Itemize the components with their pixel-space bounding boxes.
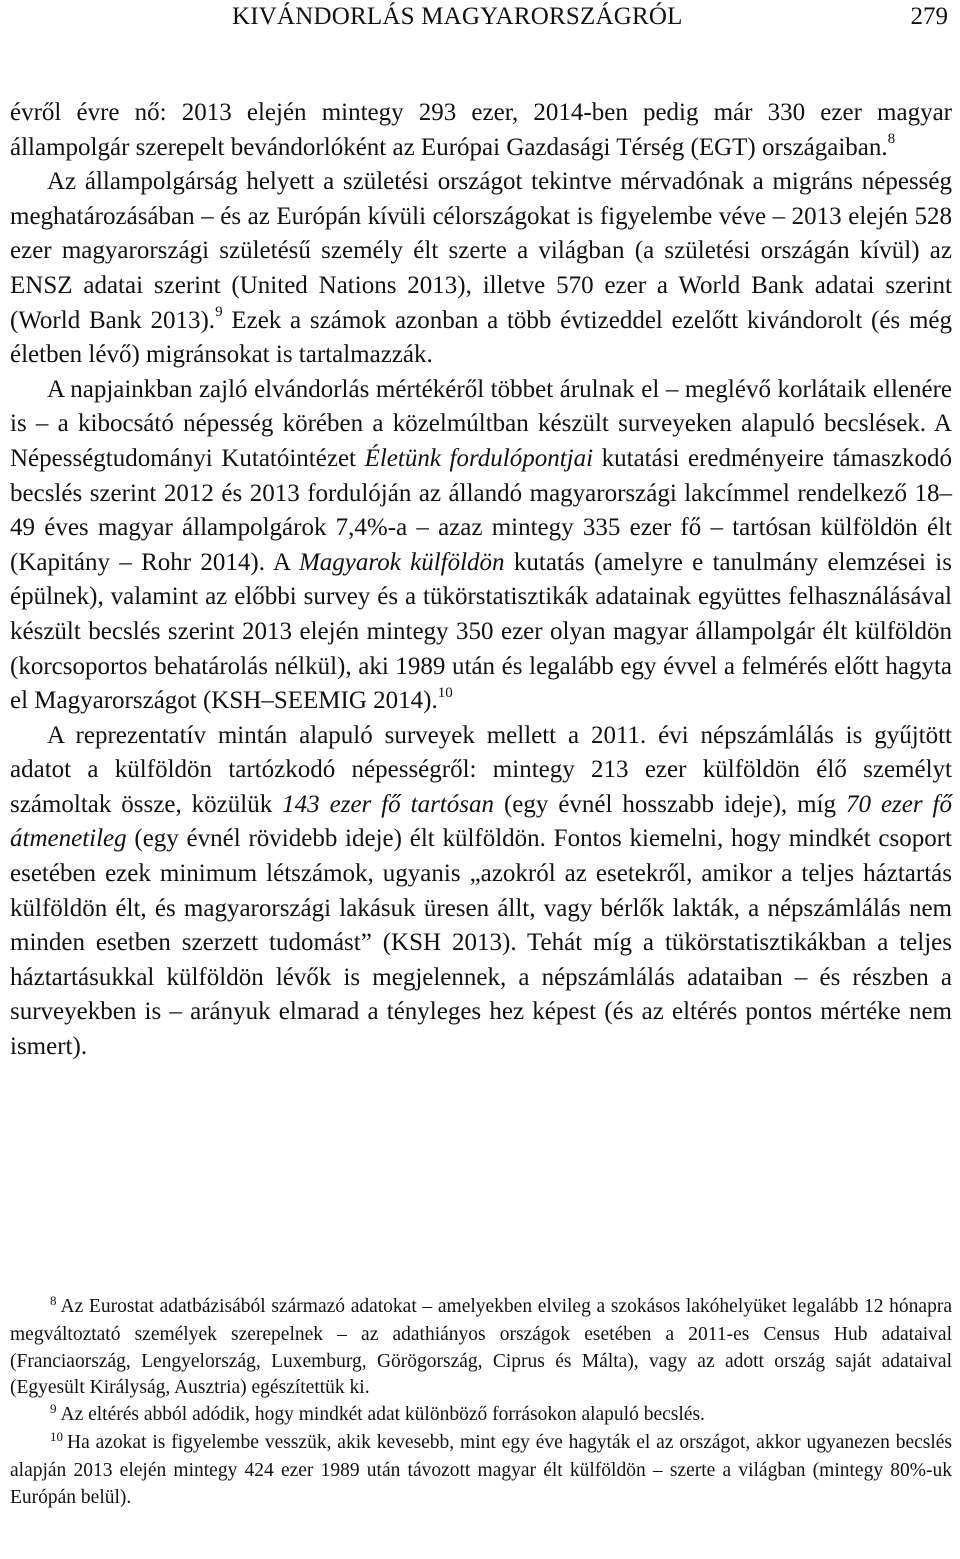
footnote-8 (10, 1294, 952, 1402)
footnote-text: Az eltérés abból adódik, hogy mindkét adat különböző forrásokon alapuló becslés. (60, 1404, 705, 1426)
paragraph-4-text-b: (egy évnél hosszabb ideje), míg (493, 790, 846, 818)
footnote-number: 9 (50, 1401, 57, 1417)
page-number: 279 (910, 3, 948, 30)
footnotes (10, 1294, 952, 1511)
paragraph-2-text-a: Az állampolgárság helyett a születési országot tekintve mérvadónak a migráns népesség meghatározásában – és az Európán kívüli célországokat is figyelembe véve – 2013 elején 528 ezer magyarországi születésű személy élt szerte a világban (a születési országán kívül) az ENSZ adatai szerint (United Nations 2013), illetve 570 ezer a World Bank adatai szerint (World Bank 2013). (10, 168, 952, 334)
paragraph-3-text-b: kutatási eredményeire támaszkodó becslés szerint 2012 és 2013 fordulóján az állandó magyarországi lakcímmel rendelkező 18–49 éves magyar állampolgárok 7,4%-a – azaz mintegy 335 ezer fő – tartósan külföldön élt (Kapitány – Rohr 2014). A (10, 444, 952, 576)
paragraph-2-text-b: Ezek a számok azonban a több évtizeddel ezelőtt kivándorolt (és még életben lévő) migránsokat is tartalmazzák. (10, 306, 952, 369)
footnote-number: 10 (50, 1428, 63, 1444)
paragraph-4-text-a: A reprezentatív mintán alapuló surveyek mellett a 2011. évi népszámlálás is gyűjtött adatot a külföldön tartózkodó népességről: mintegy 213 ezer külföldön élő személyt számoltak össze, közülük (10, 721, 952, 818)
footnote-10 (10, 1430, 952, 1511)
footnote-text: Ha azokat is figyelembe vesszük, akik kevesebb, mint egy éve hagyták el az országot, akkor ugyanezen becslés alapján 2013 elején mintegy 424 ezer 1989 után távozott magyar élt külföldön – szerte a világban (mintegy 80%-uk Európán belül). (10, 1431, 952, 1508)
paragraph-2 (10, 165, 952, 373)
emphasis-long-term: 143 ezer fő tartósan (282, 790, 494, 818)
paragraph-3 (10, 373, 952, 719)
paragraph-4 (10, 719, 952, 1065)
footnote-ref-8[interactable]: 8 (887, 131, 896, 148)
main-text (10, 96, 952, 1065)
paragraph-4-text-c: (egy évnél rövidebb ideje) élt külföldön. Fontos kiemelni, hogy mindkét csoport esetében ezek minimum létszámok, ugyanis „azokról az esetekről, amikor a teljes háztartás külföldön élt, és magyarországi lakásuk üresen állt, vagy bérlők lakták, a népszámlálás nem minden esetben szerzett tudomást” (KSH 2013). Tehát míg a tükörstatisztikákban a teljes háztartásukkal külföldön lévők is megjelennek, a népszámlálás adataiban – és részben a surveyekben is – arányuk elmarad a tényleges hez képest (és az eltérés pontos mértéke nem ismert). (10, 825, 952, 1061)
survey-title-magyarok: Magyarok külföldön (298, 548, 505, 576)
running-header (0, 0, 960, 40)
footnote-text: Az Eurostat adatbázisából származó adatokat – amelyekben elvileg a szokásos lakóhelyüket legalább 12 hónapra megváltoztató személyek szerepelnek – az adathiányos országok esetében a 2011-es Census Hub adataival (Franciaország, Lengyelország, Luxemburg, Görögország, Ciprus és Málta), vagy az adott ország saját adataival (Egyesült Királyság, Ausztria) egészítettük ki. (10, 1296, 952, 1399)
paragraph-1 (10, 96, 952, 165)
footnote-ref-9[interactable]: 9 (215, 304, 223, 321)
paragraph-3-text-c: kutatás (amelyre e tanulmány elemzései is épülnek), valamint az előbbi survey és a tükörstatisztikák adatainak együttes felhasználásával készült becslés szerint 2013 elején mintegy 350 ezer olyan magyar állampolgár élt külföldön (korcsoportos behatárolás nélkül), aki 1989 után és legalább egy évvel a felmérés előtt hagyta el Magyarországot (KSH–SEEMIG 2014). (10, 548, 952, 715)
footnote-number: 8 (50, 1293, 57, 1308)
footnote-ref-10[interactable]: 10 (437, 684, 453, 701)
paragraph-3-text-a: A napjainkban zajló elvándorlás mértékéről többet árulnak el – meglévő korlátaik ellenére is – a kibocsátó népesség körében a közelmúltban készült surveyeken alapuló becslések. A Népességtudományi Kutatóintézet (10, 375, 952, 472)
paragraph-1-text: évről évre nő: 2013 elején mintegy 293 ezer, 2014-ben pedig már 330 ezer magyar állampolgár szerepelt bevándorlóként az Európai Gazdasági Térség (EGT) országaiban. (10, 99, 952, 161)
survey-title-eletunk: Életünk fordulópontjai (364, 444, 594, 472)
footnote-9 (10, 1402, 952, 1430)
emphasis-temporary: 70 ezer fő átmenetileg (10, 790, 952, 853)
running-title: KIVÁNDORLÁS MAGYARORSZÁGRÓL (232, 3, 683, 30)
